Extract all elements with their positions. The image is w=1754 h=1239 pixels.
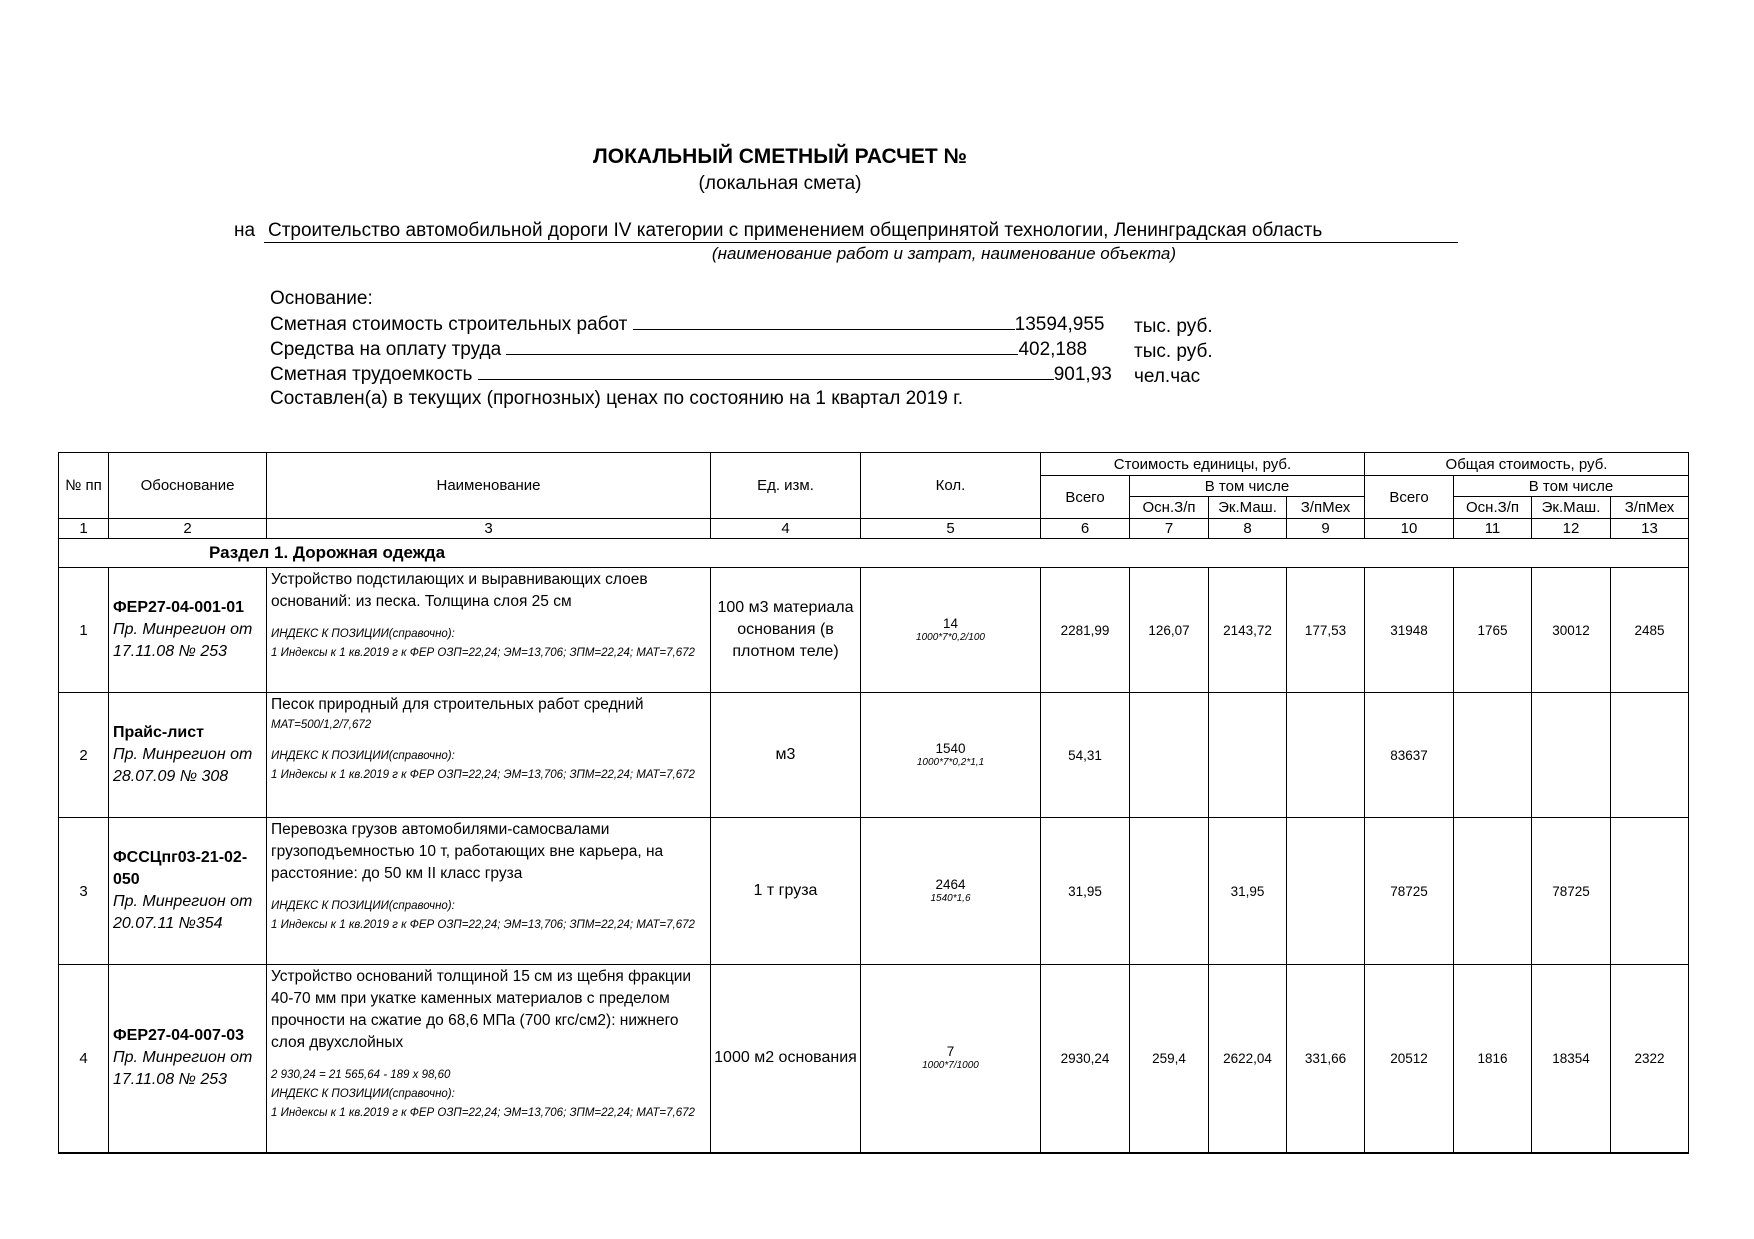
qty-formula: 1540*1,6: [930, 892, 971, 904]
unit-total: 31,95: [1041, 818, 1130, 965]
basis-label: Сметная трудоемкость: [270, 364, 473, 385]
unit-total: 2281,99: [1041, 568, 1130, 693]
header-num: № пп: [59, 453, 109, 519]
header-unit-including: В том числе: [1130, 476, 1365, 497]
total: 83637: [1365, 693, 1454, 818]
unit-wage: [1130, 693, 1209, 818]
column-number: 2: [109, 519, 267, 539]
row-num: 4: [59, 965, 109, 1153]
column-number: 6: [1041, 519, 1130, 539]
justification-ref: Пр. Минрегион от 28.07.09 № 308: [113, 746, 253, 785]
column-number-row: [59, 519, 1689, 539]
column-number: 3: [267, 519, 711, 539]
column-number: 12: [1532, 519, 1611, 539]
row-justification: [109, 568, 267, 693]
justification-code: ФЕР27-04-007-03: [113, 1027, 245, 1045]
basis-heading: [270, 286, 1112, 311]
row-name: [267, 568, 711, 693]
header-row: [59, 453, 1689, 476]
qty-formula: 1000*7/1000: [922, 1059, 979, 1071]
column-number: 4: [711, 519, 861, 539]
justification-ref: Пр. Минрегион от 17.11.08 № 253: [113, 1049, 253, 1089]
row-unit: м3: [711, 693, 861, 818]
row-num: 2: [59, 693, 109, 818]
justification-code: ФССЦпг03-21-02-050: [113, 849, 248, 888]
index-label: ИНДЕКС К ПОЗИЦИИ(справочно):: [271, 750, 455, 762]
total-machine: 18354: [1532, 965, 1611, 1153]
row-unit: 1000 м2 основания: [711, 965, 861, 1153]
item-name: Песок природный для строительных работ средний: [271, 696, 644, 713]
total-wage: [1454, 818, 1532, 965]
header-machine-ops: Эк.Маш.: [1209, 497, 1287, 519]
total-machine-wage: [1611, 818, 1689, 965]
price-level-text: Составлен(а) в текущих (прогнозных) ценах по состоянию на 1 квартал 2019 г.: [270, 388, 964, 409]
column-number: 10: [1365, 519, 1454, 539]
unit-total: 2930,24: [1041, 965, 1130, 1153]
header-total-cost: Общая стоимость, руб.: [1365, 453, 1689, 476]
section-title: Раздел 1. Дорожная одежда: [59, 539, 1689, 568]
basis-price-level: [270, 386, 1112, 411]
column-number: 8: [1209, 519, 1287, 539]
basis-unit: чел.час: [1134, 366, 1201, 387]
item-extra: МАТ=500/1,2/7,672: [271, 719, 372, 731]
column-number: 1: [59, 519, 109, 539]
unit-wage: [1130, 818, 1209, 965]
unit-machine: 31,95: [1209, 818, 1287, 965]
item-name: Устройство оснований толщиной 15 см из щебня фракции 40-70 мм при укатке каменных материалов с пределом прочности на сжатие до 68,6 МПа (700 кгс/см2): нижнего слоя двухслойных: [271, 968, 692, 1051]
unit-machine: 2143,72: [1209, 568, 1287, 693]
qty-value: 1540: [935, 740, 966, 756]
column-number: 13: [1611, 519, 1689, 539]
column-number: 5: [861, 519, 1041, 539]
justification-code: ФЕР27-04-001-01: [113, 599, 245, 616]
header-total-including: В том числе: [1454, 476, 1689, 497]
qty-value: 2464: [935, 876, 966, 892]
basis-value: 901,93: [1053, 364, 1112, 385]
column-number: 11: [1454, 519, 1532, 539]
column-number: 7: [1130, 519, 1209, 539]
header-justification: Обоснование: [109, 453, 267, 519]
unit-machine-wage: [1287, 818, 1365, 965]
header-machine-wage: З/пМех: [1287, 497, 1365, 519]
fill-line: [478, 361, 1054, 380]
total: 31948: [1365, 568, 1454, 693]
basis-unit: тыс. руб.: [1134, 316, 1213, 337]
basis-row-cost: [270, 311, 1213, 337]
row-num: 1: [59, 568, 109, 693]
calc-text: 2 930,24 = 21 565,64 - 189 x 98,60: [271, 1069, 451, 1081]
header-unit: Ед. изм.: [711, 453, 861, 519]
qty-formula: 1000*7*0,2*1,1: [916, 756, 985, 768]
qty-formula: 1000*7*0,2/100: [916, 631, 985, 643]
unit-machine: 2622,04: [1209, 965, 1287, 1153]
justification-ref: Пр. Минрегион от 17.11.08 № 253: [113, 621, 253, 660]
table-row: [59, 818, 1689, 965]
object-name: Строительство автомобильной дороги IV категории с применением общепринятой технологии, Ленинградская область: [264, 220, 1458, 243]
header-total-total: Всего: [1365, 476, 1454, 519]
basis-heading-text: Основание:: [270, 288, 373, 309]
total-machine-wage: 2485: [1611, 568, 1689, 693]
unit-total: 54,31: [1041, 693, 1130, 818]
row-justification: [109, 818, 267, 965]
unit-machine-wage: [1287, 693, 1365, 818]
basis-row-wages: [270, 336, 1213, 362]
justification-code: Прайс-лист: [113, 724, 204, 741]
basis-label: Средства на оплату труда: [270, 339, 502, 360]
row-name: [267, 965, 711, 1153]
total-wage: 1765: [1454, 568, 1532, 693]
fill-line: [506, 336, 1018, 355]
total-machine: 30012: [1532, 568, 1611, 693]
section-row: [59, 539, 1689, 568]
total: 20512: [1365, 965, 1454, 1153]
index-label: ИНДЕКС К ПОЗИЦИИ(справочно):: [271, 900, 455, 912]
unit-wage: 126,07: [1130, 568, 1209, 693]
total-machine: 78725: [1532, 818, 1611, 965]
index-label: ИНДЕКС К ПОЗИЦИИ(справочно):: [271, 1088, 455, 1100]
unit-machine-wage: 177,53: [1287, 568, 1365, 693]
header-unit-total: Всего: [1041, 476, 1130, 519]
basis-block: [270, 286, 1213, 411]
total-machine-wage: [1611, 693, 1689, 818]
row-justification: [109, 693, 267, 818]
header-unit-cost: Стоимость единицы, руб.: [1041, 453, 1365, 476]
index-text: 1 Индексы к 1 кв.2019 г к ФЕР ОЗП=22,24; ЭМ=13,706; ЗПМ=22,24; МАТ=7,672: [271, 647, 695, 659]
header-basic-wage: Осн.З/п: [1454, 497, 1532, 519]
basis-value: 13594,955: [1014, 314, 1105, 335]
object-prefix: на: [234, 220, 256, 241]
item-name: Устройство подстилающих и выравнивающих слоев оснований: из песка. Толщина слоя 25 см: [271, 571, 648, 610]
qty-value: 7: [946, 1043, 955, 1059]
total: 78725: [1365, 818, 1454, 965]
index-text: 1 Индексы к 1 кв.2019 г к ФЕР ОЗП=22,24; ЭМ=13,706; ЗПМ=22,24; МАТ=7,672: [271, 919, 695, 931]
row-justification: [109, 965, 267, 1153]
index-text: 1 Индексы к 1 кв.2019 г к ФЕР ОЗП=22,24; ЭМ=13,706; ЗПМ=22,24; МАТ=7,672: [271, 1107, 695, 1119]
fill-line: [633, 311, 1015, 330]
document-subtitle: (локальная смета): [698, 173, 862, 194]
table-row: [59, 965, 1689, 1153]
header-name: Наименование: [267, 453, 711, 519]
unit-wage: 259,4: [1130, 965, 1209, 1153]
item-name: Перевозка грузов автомобилями-самосвалами грузоподъемностью 10 т, работающих вне карьера, на расстояние: до 50 км II класс груза: [271, 821, 664, 882]
index-label: ИНДЕКС К ПОЗИЦИИ(справочно):: [271, 628, 455, 640]
row-qty: [861, 818, 1041, 965]
index-text: 1 Индексы к 1 кв.2019 г к ФЕР ОЗП=22,24; ЭМ=13,706; ЗПМ=22,24; МАТ=7,672: [271, 769, 695, 781]
header-machine-ops: Эк.Маш.: [1532, 497, 1611, 519]
basis-row-labor: [270, 361, 1201, 387]
row-qty: [861, 965, 1041, 1153]
header-basic-wage: Осн.З/п: [1130, 497, 1209, 519]
row-unit: 100 м3 материала основания (в плотном теле): [711, 568, 861, 693]
document-title: ЛОКАЛЬНЫЙ СМЕТНЫЙ РАСЧЕТ №: [593, 145, 967, 168]
row-qty: [861, 693, 1041, 818]
row-name: [267, 693, 711, 818]
unit-machine: [1209, 693, 1287, 818]
total-machine-wage: 2322: [1611, 965, 1689, 1153]
header-qty: Кол.: [861, 453, 1041, 519]
row-name: [267, 818, 711, 965]
table-row: [59, 568, 1689, 693]
basis-unit: тыс. руб.: [1134, 341, 1213, 362]
total-machine: [1532, 693, 1611, 818]
justification-ref: Пр. Минрегион от 20.07.11 №354: [113, 893, 253, 932]
column-number: 9: [1287, 519, 1365, 539]
unit-machine-wage: 331,66: [1287, 965, 1365, 1153]
basis-value: 402,188: [1018, 339, 1088, 360]
total-wage: 1816: [1454, 965, 1532, 1153]
total-wage: [1454, 693, 1532, 818]
header-machine-wage: З/пМех: [1611, 497, 1689, 519]
qty-value: 14: [942, 615, 959, 631]
object-caption: (наименование работ и затрат, наименование объекта): [711, 244, 1177, 263]
estimate-table: [58, 452, 1689, 1154]
row-qty: [861, 568, 1041, 693]
row-unit: 1 т груза: [711, 818, 861, 965]
basis-label: Сметная стоимость строительных работ: [270, 314, 628, 335]
table-row: [59, 693, 1689, 818]
row-num: 3: [59, 818, 109, 965]
